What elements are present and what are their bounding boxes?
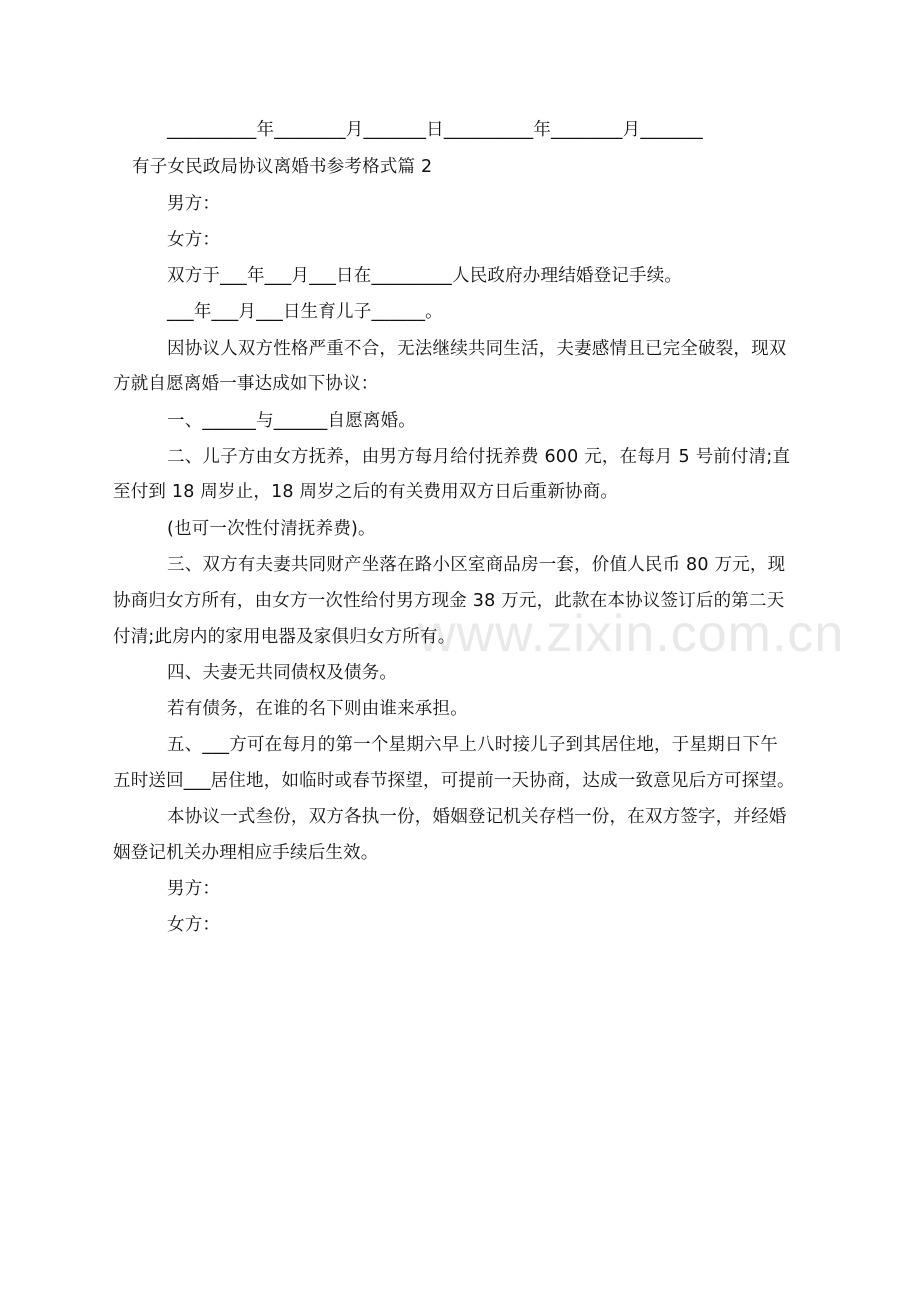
date-line: __________年________月_______日__________年________月_______: [167, 120, 703, 140]
clause-3-line: 协商归女方所有，由女方一次性给付男方现金 38 万元，此款在本协议签订后的第二天: [113, 591, 785, 611]
clause-2-line: 至付到 18 周岁止，18 周岁之后的有关费用双方日后重新协商。: [113, 482, 619, 502]
clause-3-line: 付清;此房内的家用电器及家俱归女方所有。: [113, 627, 456, 647]
watermark: www.zixin.com.cn: [418, 605, 845, 663]
clause-4-note: 若有债务，在谁的名下则由谁来承担。: [167, 699, 468, 719]
marriage-registration-text: 双方于___年___月___日在_________人民政府办理结婚登记手续。: [167, 266, 683, 286]
clause-3-line: 三、双方有夫妻共同财产坐落在路小区室商品房一套，价值人民币 80 万元，现: [167, 555, 786, 575]
child-birth-text: ___年___月___日生育儿子______。: [167, 302, 443, 322]
clause-1: 一、______与______自愿离婚。: [167, 411, 416, 431]
party-male-label: 男方：: [167, 194, 221, 214]
document-title: 有子女民政局协议离婚书参考格式篇 2: [132, 157, 433, 177]
clause-5-line: 五、___方可在每月的第一个星期六早上八时接儿子到其居住地，于星期日下午: [167, 735, 778, 755]
reason-paragraph-line: 因协议人双方性格严重不合，无法继续共同生活，夫妻感情且已完全破裂，现双: [167, 339, 787, 359]
clause-4: 四、夫妻无共同债权及债务。: [167, 663, 398, 683]
signature-male-label: 男方：: [167, 879, 221, 899]
clause-2-line: 二、儿子方由女方抚养，由男方每月给付抚养费 600 元，在每月 5 号前付清;直: [167, 447, 791, 467]
reason-paragraph-line: 方就自愿离婚一事达成如下协议：: [113, 374, 379, 394]
clause-5-line: 五时送回___居住地，如临时或春节探望，可提前一天协商，达成一致意见后方可探望。: [113, 771, 795, 791]
party-female-label: 女方：: [167, 230, 221, 250]
copies-clause-line: 本协议一式叁份，双方各执一份，婚姻登记机关存档一份，在双方签字，并经婚: [167, 807, 787, 827]
clause-2-note: (也可一次性付清抚养费)。: [167, 519, 376, 539]
copies-clause-line: 姻登记机关办理相应手续后生效。: [113, 843, 379, 863]
signature-female-label: 女方：: [167, 915, 221, 935]
